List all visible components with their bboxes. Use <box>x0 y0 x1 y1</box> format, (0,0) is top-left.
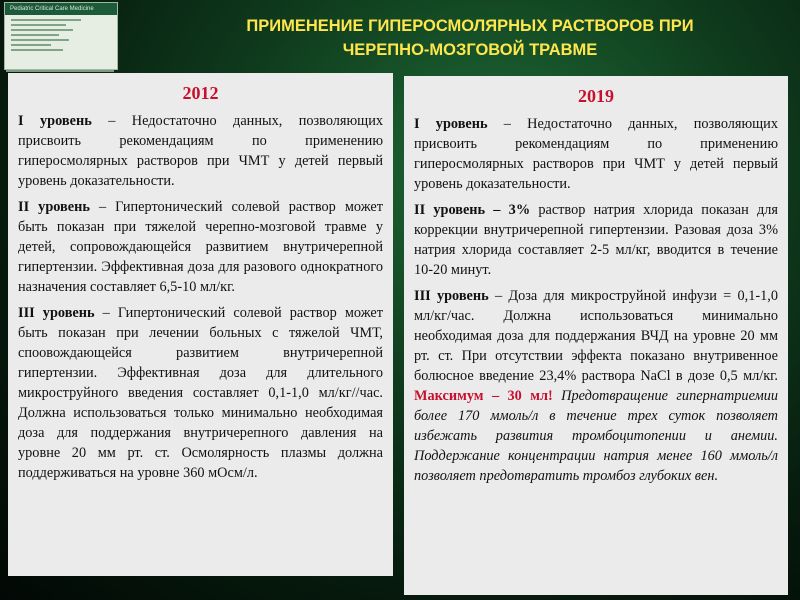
right-level-3-paragraph <box>414 286 778 486</box>
journal-thumbnail <box>4 2 118 70</box>
panel-2019 <box>404 76 788 595</box>
left-level-2-paragraph <box>18 197 383 297</box>
slide-title <box>190 14 750 62</box>
left-level-1-paragraph <box>18 111 383 191</box>
thumbnail-text-lines <box>5 15 117 58</box>
year-heading-2012: 2012 <box>182 83 219 103</box>
left-level-1-text: – Недостаточно данных, позволяющих присвоить рекомендациям по применению гиперосмолярных растворов при ЧМТ у детей первый уровень доказательности. <box>18 113 383 189</box>
right-level-2-label: II уровень – 3% <box>414 202 531 218</box>
right-level-3-text: – Доза для микроструйной инфузи = 0,1-1,0 мл/кг/час. Должна использоваться минимально необходимая доза для поддержания ВЧД на уровне 20 мм рт. ст. При отсутствии эффекта показано внутривенное болюсное введение 23,4% раствора NaCl в дозе 0,5 мл/кг. <box>414 288 778 384</box>
max-dose-warning: Максимум – 30 мл! <box>414 388 553 404</box>
right-level-1-text: – Недостаточно данных, позволяющих присвоить рекомендациям по применению гиперосмолярных растворов при ЧМТ у детей первый уровень доказательности. <box>414 116 778 192</box>
year-heading-2019: 2019 <box>578 86 614 106</box>
panel-2012 <box>8 73 393 576</box>
left-level-3-paragraph <box>18 303 383 483</box>
left-level-3-label: III уровень <box>18 305 95 321</box>
right-level-1-label: I уровень <box>414 116 488 132</box>
thumbnail-caption <box>6 70 114 72</box>
right-level-3-label: III уровень <box>414 288 489 304</box>
title-line-1: ПРИМЕНЕНИЕ ГИПЕРОСМОЛЯРНЫХ РАСТВОРОВ ПРИ <box>246 17 694 35</box>
left-level-2-label: II уровень <box>18 199 90 215</box>
title-line-2: ЧЕРЕПНО-МОЗГОВОЙ ТРАВМЕ <box>342 41 598 59</box>
thumbnail-header: Pediatric Critical Care Medicine <box>5 3 117 15</box>
left-level-1-label: I уровень <box>18 113 92 129</box>
left-level-2-text: – Гипертонический солевой раствор может быть показан при тяжелой черепно-мозговой травме у детей, сопровождающейся развитием внутричерепной гипертензии. Эффективная доза для разового однократного назначения составляет 6,5-10 мл/кг. <box>18 199 383 295</box>
right-level-1-paragraph <box>414 114 778 194</box>
right-level-2-paragraph <box>414 200 778 280</box>
left-level-3-text: – Гипертонический солевой раствор может быть показан при лечении больных с тяжелой ЧМТ, споовождающейся развитием внутричерепной гипертензии. Эффективная доза для длительного микроструйного введения составляет 0,1-1,0 мл/кг//час. Должна использоваться только минимально необходимая доза для поддержания внутричерепного давления на уровне 20 мм рт. ст. Осмолярность плазмы должна поддерживаться на уровне 360 мОсм/л. <box>18 305 383 481</box>
right-level-3-italic-note: Предотвращение гипернатриемии более 170 ммоль/л в течение трех суток позволяет избежать развития тромбоцитопении и анемии. Поддержание концентрации натрия менее 160 ммоль/л позволяет предотвратить тромбоз глубоких вен. <box>414 388 778 484</box>
right-level-2-text: раствор натрия хлорида показан для коррекции внутричерепной гипертензии. Разовая доза 3% натрия хлорида составляет 2-5 мл/кг, вводится в течение 10-20 минут. <box>414 202 779 278</box>
